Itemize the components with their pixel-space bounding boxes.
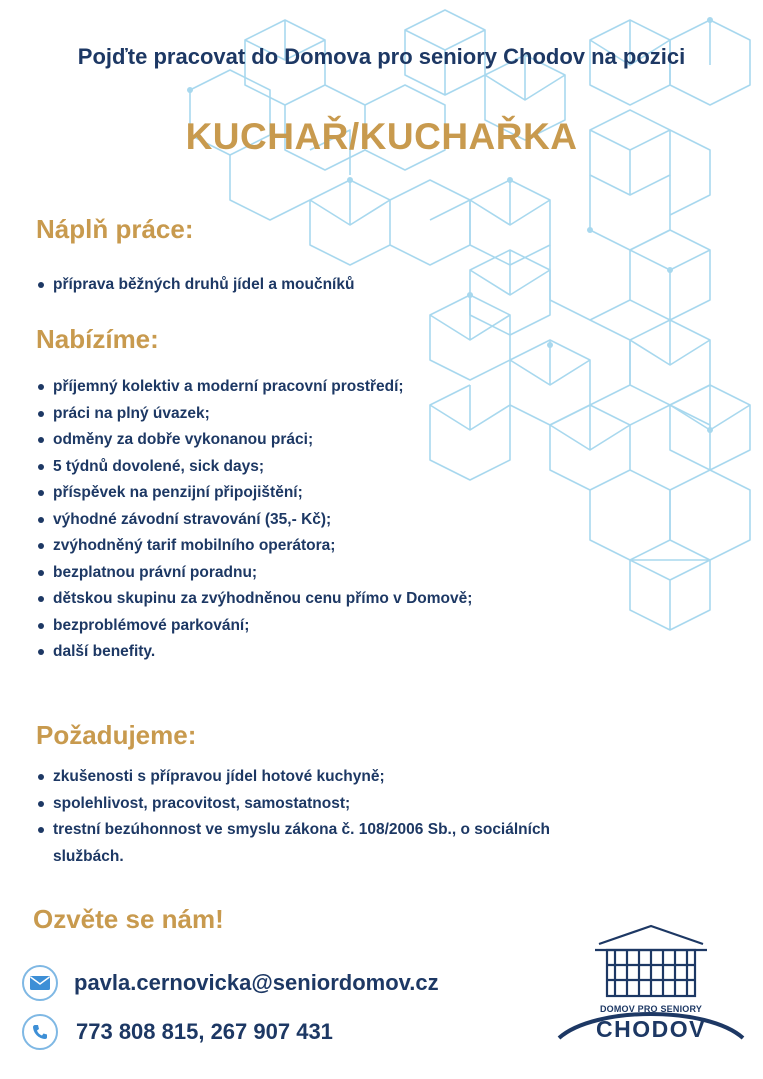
phone-numbers[interactable]: 773 808 815, 267 907 431 <box>76 1019 333 1044</box>
bullet-icon <box>38 517 44 523</box>
bullet-icon <box>38 774 44 780</box>
list-item: příprava běžných druhů jídel a moučníků <box>36 272 354 299</box>
phone-row[interactable] <box>22 1014 333 1050</box>
bullet-icon <box>38 570 44 576</box>
requirements-heading: Požadujeme: <box>36 720 197 750</box>
duties-list <box>36 272 354 299</box>
contact-heading: Ozvěte se nám! <box>33 904 224 934</box>
bullet-icon <box>38 411 44 417</box>
duties-heading: Náplň práce: <box>36 214 194 244</box>
bullet-icon <box>38 464 44 470</box>
list-item: trestní bezúhonnost ve smyslu zákona č. 108/2006 Sb., o sociálních <box>36 817 550 844</box>
email-link[interactable]: pavla.cernovicka@seniordomov.cz <box>74 970 439 995</box>
list-item: zvýhodněný tarif mobilního operátora; <box>36 533 472 560</box>
offers-heading: Nabízíme: <box>36 324 159 354</box>
list-item: bezplatnou právní poradnu; <box>36 560 472 587</box>
phone-icon <box>22 1014 58 1050</box>
logo-title: CHODOV <box>596 1016 706 1042</box>
list-item: spolehlivost, pracovitost, samostatnost; <box>36 791 550 818</box>
job-title: KUCHAŘ/KUCHAŘKA <box>185 116 578 157</box>
list-item: příjemný kolektiv a moderní pracovní prostředí; <box>36 374 472 401</box>
requirements-list <box>36 764 550 870</box>
list-item: 5 týdnů dovolené, sick days; <box>36 454 472 481</box>
list-item: výhodné závodní stravování (35,- Kč); <box>36 507 472 534</box>
bullet-icon <box>38 623 44 629</box>
envelope-icon <box>22 965 58 1001</box>
bullet-icon <box>38 437 44 443</box>
offers-list <box>36 374 472 666</box>
bullet-icon <box>38 282 44 288</box>
bullet-icon <box>38 490 44 496</box>
list-item-continuation: službách. <box>53 847 124 865</box>
list-item: příspěvek na penzijní připojištění; <box>36 480 472 507</box>
intro-text: Pojďte pracovat do Domova pro seniory Chodov na pozici <box>77 44 686 69</box>
list-item: bezproblémové parkování; <box>36 613 472 640</box>
bullet-icon <box>38 596 44 602</box>
list-item: práci na plný úvazek; <box>36 401 472 428</box>
list-item: další benefity. <box>36 639 472 666</box>
logo-subtitle: DOMOV PRO SENIORY <box>599 1004 703 1014</box>
email-row[interactable] <box>22 965 439 1001</box>
list-item: zkušenosti s přípravou jídel hotové kuchyně; <box>36 764 550 791</box>
bullet-icon <box>38 543 44 549</box>
bullet-icon <box>38 827 44 833</box>
bullet-icon <box>38 801 44 807</box>
chodov-logo <box>555 920 747 1045</box>
bullet-icon <box>38 649 44 655</box>
list-item: dětskou skupinu za zvýhodněnou cenu přímo v Domově; <box>36 586 472 613</box>
bullet-icon <box>38 384 44 390</box>
list-item: odměny za dobře vykonanou práci; <box>36 427 472 454</box>
